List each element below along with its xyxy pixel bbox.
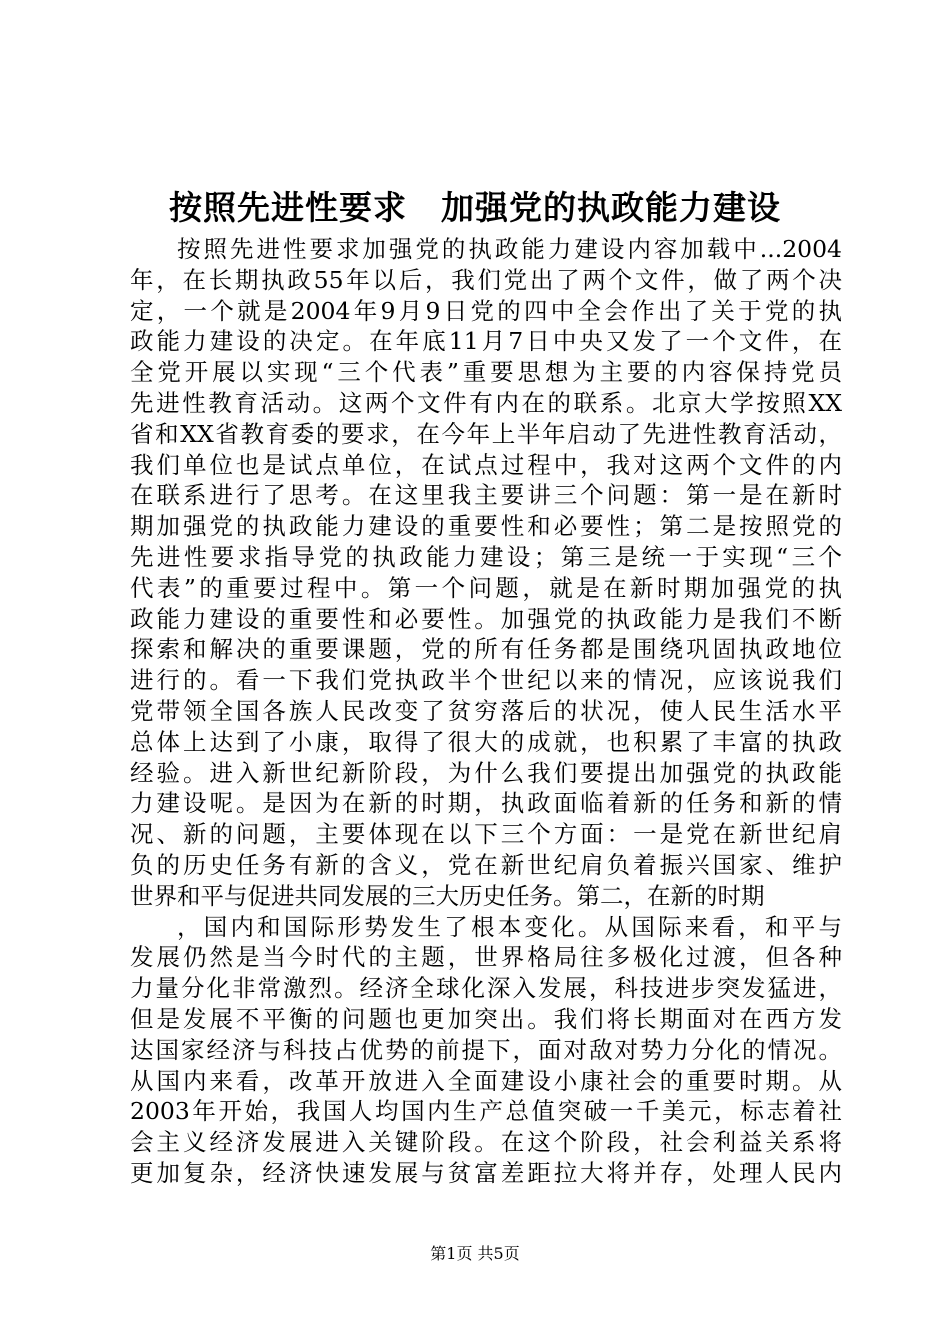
body-line: 探索和解决的重要课题，党的所有任务都是围绕巩固执政地位 (130, 635, 842, 664)
body-line: 在联系进行了思考。在这里我主要讲三个问题：第一是在新时 (130, 481, 842, 510)
body-line: 负的历史任务有新的含义，党在新世纪肩负着振兴国家、维护 (130, 850, 842, 879)
body-line: 期加强党的执政能力建设的重要性和必要性；第二是按照党的 (130, 512, 842, 541)
body-line: 但是发展不平衡的问题也更加突出。我们将长期面对在西方发 (130, 1004, 842, 1033)
document-title: 按照先进性要求 加强党的执政能力建设 (169, 188, 781, 227)
body-line: 政能力建设的重要性和必要性。加强党的执政能力是我们不断 (130, 604, 842, 633)
page-footer: 第1页 共5页 (430, 1244, 520, 1263)
body-line: 经验。进入新世纪新阶段，为什么我们要提出加强党的执政能 (130, 758, 842, 787)
body-line: 更加复杂，经济快速发展与贫富差距拉大将并存，处理人民内 (130, 1158, 842, 1187)
body-line: 定，一个就是2004年9月9日党的四中全会作出了关于党的执 (130, 296, 842, 325)
body-line: 省和XX省教育委的要求，在今年上半年启动了先进性教育活动， (130, 419, 842, 448)
body-line: 按照先进性要求加强党的执政能力建设内容加载中...2004 (177, 235, 842, 263)
body-line: 代表”的重要过程中。第一个问题，就是在新时期加强党的执 (130, 573, 842, 602)
body-line: 从国内来看，改革开放进入全面建设小康社会的重要时期。从 (130, 1066, 842, 1095)
body-line: 达国家经济与科技占优势的前提下，面对敌对势力分化的情况。 (130, 1035, 842, 1064)
body-line: 力建设呢。是因为在新的时期，执政面临着新的任务和新的情 (130, 789, 842, 818)
body-line: 发展仍然是当今时代的主题，世界格局往多极化过渡，但各种 (130, 943, 842, 972)
body-line: 力量分化非常激烈。经济全球化深入发展，科技进步突发猛进， (130, 974, 842, 1003)
body-line: 会主义经济发展进入关键阶段。在这个阶段，社会利益关系将 (130, 1128, 842, 1157)
body-line: ，国内和国际形势发生了根本变化。从国际来看，和平与 (177, 912, 842, 941)
body-line: 总体上达到了小康，取得了很大的成就，也积累了丰富的执政 (130, 727, 842, 756)
body-line: 况、新的问题，主要体现在以下三个方面：一是党在新世纪肩 (130, 820, 842, 849)
body-line: 先进性要求指导党的执政能力建设；第三是统一于实现“三个 (130, 542, 842, 571)
body-line: 进行的。看一下我们党执政半个世纪以来的情况，应该说我们 (130, 666, 842, 695)
body-line: 全党开展以实现“三个代表”重要思想为主要的内容保持党员 (130, 358, 842, 387)
body-line: 党带领全国各族人民改变了贫穷落后的状况，使人民生活水平 (130, 696, 842, 725)
body-line: 2003年开始，我国人均国内生产总值突破一千美元，标志着社 (130, 1097, 842, 1126)
body-line: 政能力建设的决定。在年底11月7日中央又发了一个文件，在 (130, 327, 842, 356)
document-body (130, 234, 842, 1189)
body-line: 年，在长期执政55年以后，我们党出了两个文件，做了两个决 (130, 265, 842, 294)
body-line: 先进性教育活动。这两个文件有内在的联系。北京大学按照XX (130, 388, 842, 417)
body-line: 世界和平与促进共同发展的三大历史任务。第二，在新的时期 (130, 881, 765, 910)
body-line: 我们单位也是试点单位，在试点过程中，我对这两个文件的内 (130, 450, 842, 479)
